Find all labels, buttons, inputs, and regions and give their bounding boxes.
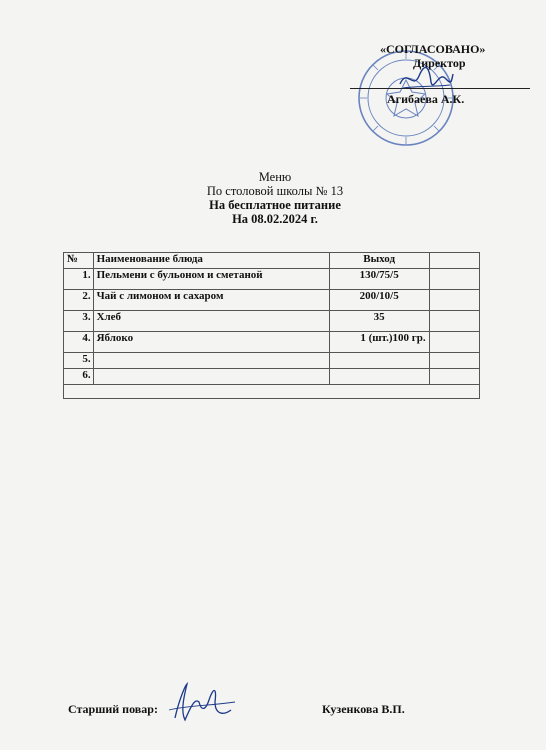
chef-name: Кузенкова В.П. (322, 702, 405, 716)
row-extra (429, 369, 479, 385)
menu-heading (150, 170, 400, 226)
row-extra (429, 269, 479, 290)
header-num: № (64, 253, 94, 269)
table-row (64, 269, 480, 290)
heading-meal-type: На бесплатное питание (209, 198, 341, 212)
table-row (64, 290, 480, 311)
chef-role: Старший повар: (68, 702, 158, 716)
row-extra (429, 311, 479, 332)
row-num: 2. (64, 290, 94, 311)
table-header-row (64, 253, 480, 269)
heading-date: На 08.02.2024 г. (232, 212, 318, 226)
footer-cell (64, 385, 480, 399)
row-name: Чай с лимоном и сахаром (93, 290, 329, 311)
header-name: Наименование блюда (93, 253, 329, 269)
row-output (329, 353, 429, 369)
row-output: 130/75/5 (329, 269, 429, 290)
approval-title: «СОГЛАСОВАНО» (380, 42, 486, 56)
header-extra (429, 253, 479, 269)
table-row (64, 369, 480, 385)
row-extra (429, 290, 479, 311)
row-name: Хлеб (93, 311, 329, 332)
row-output: 1 (шт.)100 гр. (329, 332, 429, 353)
row-num: 3. (64, 311, 94, 332)
table-row (64, 332, 480, 353)
heading-title: Меню (258, 170, 292, 184)
row-num: 1. (64, 269, 94, 290)
heading-school: По столовой школы № 13 (206, 184, 344, 198)
row-output (329, 369, 429, 385)
row-extra (429, 353, 479, 369)
table-row (64, 311, 480, 332)
row-name: Пельмени с бульоном и сметаной (93, 269, 329, 290)
chef-signature (165, 680, 240, 725)
row-output: 35 (329, 311, 429, 332)
row-num: 5. (64, 353, 94, 369)
row-num: 6. (64, 369, 94, 385)
row-name (93, 369, 329, 385)
table-footer-row (64, 385, 480, 399)
row-name: Яблоко (93, 332, 329, 353)
row-name (93, 353, 329, 369)
header-output: Выход (329, 253, 429, 269)
approval-role: Директор (413, 56, 466, 70)
director-signature (395, 62, 455, 96)
menu-table (63, 252, 480, 399)
approval-name: Агибаева А.К. (387, 92, 465, 106)
row-num: 4. (64, 332, 94, 353)
table-row (64, 353, 480, 369)
row-output: 200/10/5 (329, 290, 429, 311)
row-extra (429, 332, 479, 353)
